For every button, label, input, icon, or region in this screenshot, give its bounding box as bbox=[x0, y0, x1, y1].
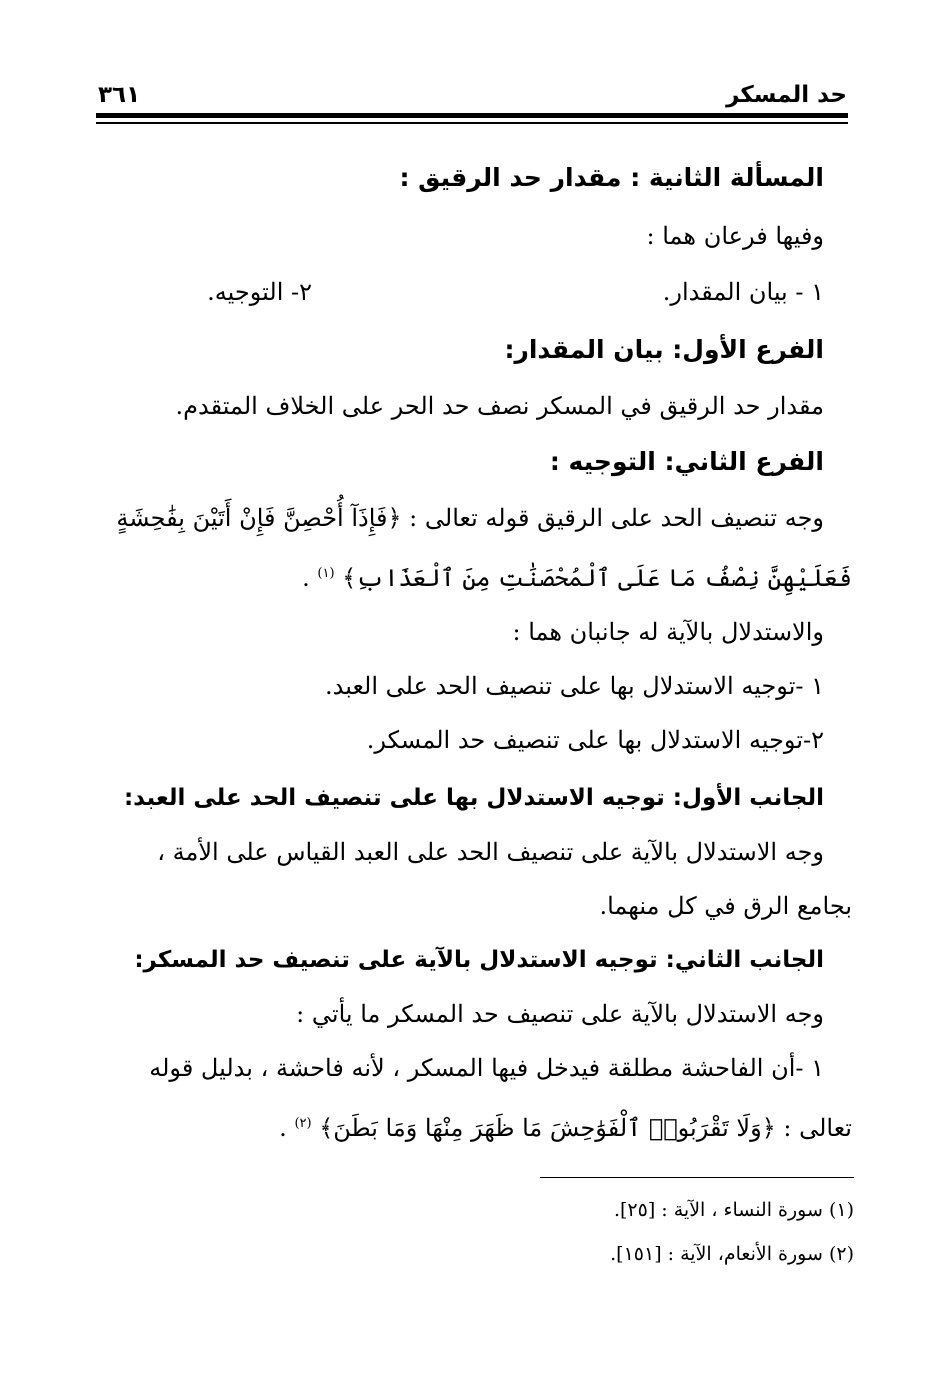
paragraph-line: بجامع الرق في كل منهما. bbox=[599, 892, 852, 920]
footnote-ref: (٢) bbox=[294, 1116, 312, 1131]
list-item-2: ٢- التوجيه. bbox=[207, 278, 312, 306]
footnote-2: (٢) سورة الأنعام، الآية : [١٥١]. bbox=[610, 1243, 854, 1265]
subsection-heading: الجانب الثاني: توجيه الاستدلال بالآية على تنصيف حد المسكر: bbox=[134, 947, 824, 973]
header-rule-thick bbox=[96, 113, 848, 118]
paragraph-line: ١ -أن الفاحشة مطلقة فيدخل فيها المسكر ، لأنه فاحشة ، بدليل قوله bbox=[149, 1054, 824, 1082]
list-item-1: ١ - بيان المقدار. bbox=[662, 278, 824, 306]
period: . bbox=[279, 1114, 287, 1142]
verse-line bbox=[96, 1106, 852, 1146]
paragraph-line: مقدار حد الرقيق في المسكر نصف حد الحر على الخلاف المتقدم. bbox=[175, 392, 824, 420]
subsection-heading: الجانب الأول: توجيه الاستدلال بها على تنصيف الحد على العبد: bbox=[123, 785, 824, 811]
footnote-ref: (١) bbox=[317, 566, 335, 581]
paragraph-line: وجه الاستدلال بالآية على تنصيف حد المسكر ما يأتي : bbox=[296, 1000, 824, 1028]
quran-verse: فَعَلَيْهِنَّ نِصْفُ مَا عَلَى ٱلْمُحْصَنَٰتِ مِنَ ٱلْعَذَابِ﴾ bbox=[342, 564, 852, 592]
section-heading: المسألة الثانية : مقدار حد الرقيق : bbox=[399, 163, 824, 192]
subsection-heading: الفرع الأول: بيان المقدار: bbox=[504, 335, 824, 364]
running-header-title: حد المسكر bbox=[726, 82, 847, 108]
header-rule-thin bbox=[96, 122, 848, 124]
list-line bbox=[96, 274, 824, 310]
footnote-1: (١) سورة النساء ، الآية : [٢٥]. bbox=[613, 1199, 854, 1221]
verse-line bbox=[96, 556, 852, 596]
subsection-heading: الفرع الثاني: التوجيه : bbox=[549, 447, 824, 476]
paragraph-line: وجه تنصيف الحد على الرقيق قوله تعالى : ﴿فَإِذَآ أُحْصِنَّ فَإِنْ أَتَيْنَ بِفَٰحِشَةٍ bbox=[116, 504, 824, 532]
paragraph-line: وجه الاستدلال بالآية على تنصيف الحد على العبد القياس على الأمة ، bbox=[157, 838, 824, 866]
footnote-separator bbox=[540, 1177, 854, 1178]
quran-verse: تعالى : ﴿وَلَا تَقْرَبُوا۟ ٱلْفَوَٰحِشَ مَا ظَهَرَ مِنْهَا وَمَا بَطَنَ﴾ bbox=[319, 1114, 852, 1142]
list-item: ٢-توجيه الاستدلال بها على تنصيف حد المسكر. bbox=[366, 726, 824, 754]
page-number: ٣٦١ bbox=[98, 82, 141, 108]
period: . bbox=[302, 564, 310, 592]
paragraph-line: والاستدلال بالآية له جانبان هما : bbox=[512, 618, 824, 646]
paragraph-line: وفيها فرعان هما : bbox=[646, 222, 824, 250]
list-item: ١ -توجيه الاستدلال بها على تنصيف الحد على العبد. bbox=[325, 672, 824, 700]
